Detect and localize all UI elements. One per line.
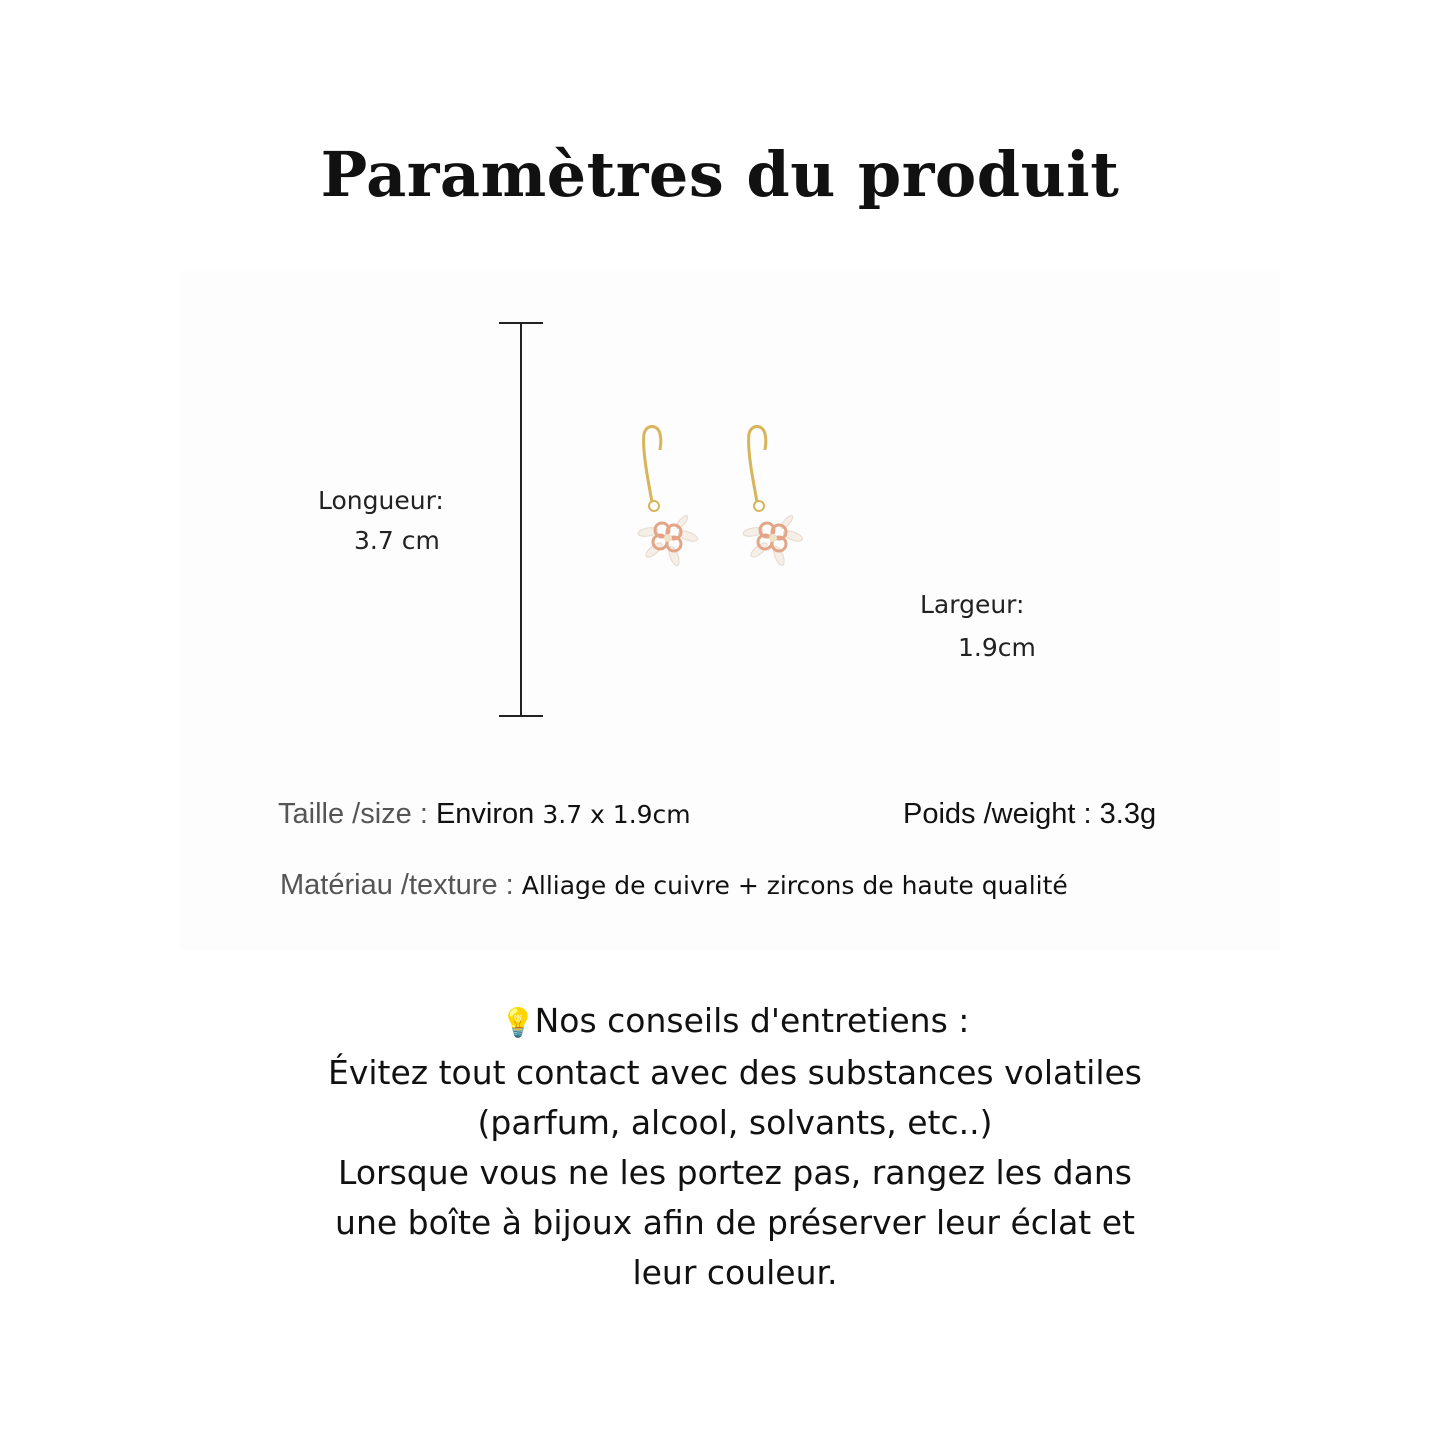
earring-image-right (735, 420, 825, 570)
width-label: Largeur: (920, 590, 1025, 619)
care-heading-line (220, 996, 1250, 1048)
length-ruler (520, 323, 522, 716)
size-key: Taille /size : (278, 798, 436, 830)
lightbulb-icon: 💡 (500, 1006, 536, 1039)
care-line-1: Évitez tout contact avec des substances volatiles (327, 1053, 1142, 1092)
size-value-prefix: Environ (435, 798, 543, 830)
material-value: Alliage de cuivre + zircons de haute qualité (521, 871, 1068, 900)
material-key: Matériau /texture : (280, 869, 522, 901)
length-value: 3.7 cm (354, 526, 440, 555)
spec-material (280, 865, 1068, 906)
care-line-4: une boîte à bijoux afin de préserver leur éclat et (335, 1203, 1135, 1242)
length-label: Longueur: (318, 486, 444, 515)
ruler-bottom-cap (499, 715, 543, 717)
care-line-5: leur couleur. (632, 1253, 838, 1292)
size-value: 3.7 x 1.9cm (542, 800, 691, 829)
care-line-2: (parfum, alcool, solvants, etc..) (477, 1103, 993, 1142)
weight-key: Poids /weight : (903, 798, 1100, 830)
earring-image-left (630, 420, 720, 570)
spec-weight (903, 794, 1156, 835)
care-advice (220, 996, 1250, 1298)
care-line-3: Lorsque vous ne les portez pas, rangez les dans (338, 1153, 1132, 1192)
care-heading: Nos conseils d'entretiens : (534, 1001, 970, 1040)
width-value: 1.9cm (958, 633, 1036, 662)
page-title: Paramètres du produit (320, 138, 1120, 211)
product-image-panel (180, 270, 1280, 950)
spec-size (278, 794, 691, 835)
weight-value: 3.3g (1099, 798, 1157, 830)
